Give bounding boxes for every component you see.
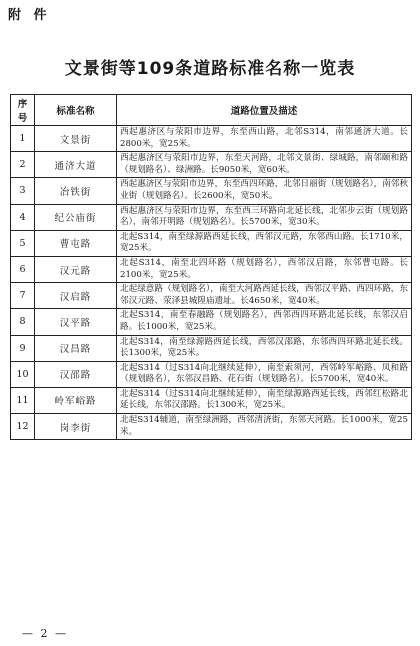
road-name: 岭军峪路 (35, 387, 117, 413)
row-number: 11 (11, 387, 35, 413)
roads-table (10, 94, 412, 440)
header-number: 序号 (11, 95, 35, 126)
row-number: 10 (11, 361, 35, 387)
document-title: 文景街等109条道路标准名称一览表 (64, 59, 356, 79)
header-location-description: 道路位置及描述 (117, 95, 412, 126)
table-row (11, 387, 412, 413)
road-name: 汉昌路 (35, 335, 117, 361)
road-name: 通济大道 (35, 152, 117, 178)
road-description: 北起S314，南至绿源路西延长线，西邻汉邵路，东邻西四环路北延长线。长1300米，宽25米。 (117, 335, 412, 361)
road-description: 北起S314，南至绿源路西延长线，西邻汉元路，东邻西山路。长1710米，宽25米。 (117, 230, 412, 256)
row-number: 12 (11, 414, 35, 440)
road-description: 北起绿意路（规划路名），南至大河路西延长线，西邻汉平路、西四环路，东邻汉元路、荥泽县城隍庙遗址。长4650米，宽40米。 (117, 283, 412, 309)
row-number: 2 (11, 152, 35, 178)
row-number: 6 (11, 256, 35, 282)
road-name: 汉元路 (35, 256, 117, 282)
row-number: 3 (11, 178, 35, 204)
table-body (11, 126, 412, 440)
table-row (11, 283, 412, 309)
table-header-row (11, 95, 412, 126)
road-name: 冶铁街 (35, 178, 117, 204)
table-row (11, 152, 412, 178)
road-name: 纪公庙街 (35, 204, 117, 230)
table-row (11, 126, 412, 152)
table-row (11, 309, 412, 335)
table-row (11, 414, 412, 440)
road-name: 曹屯路 (35, 230, 117, 256)
road-description: 北起S314，南至北四环路（规划路名），西邻汉启路，东邻曹屯路。长2100米，宽25米。 (117, 256, 412, 282)
road-description: 北起S314（过S314向北继续延伸），南至索须河，西邻岭军峪路、凤和路（规划路名），东邻汉昌路、花石街（规划路名）。长5700米，宽40米。 (117, 361, 412, 387)
road-description: 西起惠济区与荥阳市边界，东至西四环路，北邻日丽街（规划路名），南邻秋业街（规划路名）。长2600米，宽50米。 (117, 178, 412, 204)
road-description: 西起惠济区与荥阳市边界，东至西三环路向北延长线，北邻步云街（规划路名），南邻开明路（规划路名）。长5700米，宽30米。 (117, 204, 412, 230)
row-number: 5 (11, 230, 35, 256)
road-name: 汉邵路 (35, 361, 117, 387)
road-name: 文景街 (35, 126, 117, 152)
table-row (11, 256, 412, 282)
attachment-label: 附 件 (8, 8, 51, 23)
table-row (11, 335, 412, 361)
header-standard-name: 标准名称 (35, 95, 117, 126)
road-description: 西起惠济区与荥阳市边界，东至西山路，北邻S314，南邻通济大道。长2800米，宽25米。 (117, 126, 412, 152)
road-description: 西起惠济区与荥阳市边界，东至天河路，北邻文景街、绿城路，南邻颐和路（规划路名）、绿洲路。长9050米，宽60米。 (117, 152, 412, 178)
row-number: 9 (11, 335, 35, 361)
road-name: 岗李街 (35, 414, 117, 440)
table-row (11, 204, 412, 230)
row-number: 1 (11, 126, 35, 152)
road-description: 北起S314辅道，南至绿洲路，西邻清济街，东邻天河路。长1000米，宽25米。 (117, 414, 412, 440)
row-number: 8 (11, 309, 35, 335)
road-description: 北起S314（过S314向北继续延伸），南至绿源路西延长线，西邻红松路北延长线，东邻汉邵路。长1300米，宽25米。 (117, 387, 412, 413)
table-row (11, 361, 412, 387)
table-row (11, 230, 412, 256)
table-row (11, 178, 412, 204)
road-name: 汉启路 (35, 283, 117, 309)
road-description: 北起S314，南至春融路（规划路名），西邻西四环路北延长线，东邻汉启路。长1000米，宽25米。 (117, 309, 412, 335)
row-number: 7 (11, 283, 35, 309)
row-number: 4 (11, 204, 35, 230)
page-number: — 2 — (22, 627, 68, 640)
road-name: 汉平路 (35, 309, 117, 335)
